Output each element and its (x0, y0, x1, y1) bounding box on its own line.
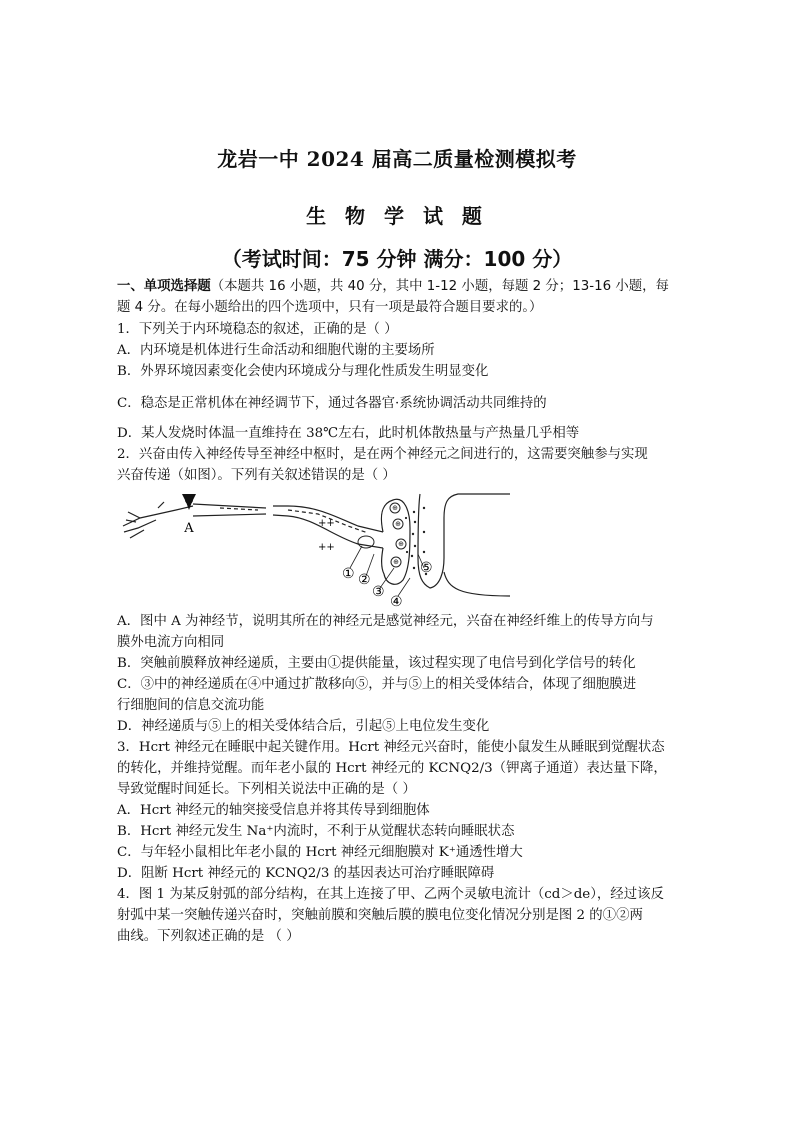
q3-stem-2: 的转化，并维持觉醒。而年老小鼠的 Hcrt 神经元的 KCNQ2/3（钾离子通道）表达量下降， (117, 761, 667, 776)
marker-5: ⑤ (420, 560, 433, 576)
plus-charge-upper: ++ (318, 518, 335, 529)
q1-option-a: A．内环境是机体进行生命活动和细胞代谢的主要场所 (117, 343, 435, 358)
q2-option-a-2: 膜外电流方向相同 (117, 635, 225, 650)
q3-option-b: B．Hcrt 神经元发生 Na⁺内流时，不利于从觉醒状态转向睡眠状态 (117, 824, 515, 839)
q1-option-d: D．某人发烧时体温一直维持在 38℃左右，此时机体散热量与产热量几乎相等 (117, 426, 580, 441)
label-a: A (184, 521, 194, 536)
section-intro-2: 题 4 分。在每小题给出的四个选项中，只有一项是最符合题目要求的。） (117, 300, 543, 315)
marker-4: ④ (390, 594, 403, 610)
svg-text:⊕: ⊕ (395, 520, 401, 528)
q3-option-a: A．Hcrt 神经元的轴突接受信息并将其传导到细胞体 (117, 803, 430, 818)
q2-option-d: D．神经递质与⑤上的相关受体结合后，引起⑤上电位发生变化 (117, 719, 490, 734)
section-intro-1: （本题共 16 小题，共 40 分，其中 1-12 小题，每题 2 分；13-16 小题，每 (210, 279, 669, 294)
q3-stem-3: 导致觉醒时间延长。下列相关说法中正确的是（ ） (117, 782, 416, 797)
marker-1: ① (342, 566, 355, 582)
q2-option-a-1: A．图中 A 为神经节，说明其所在的神经元是感觉神经元，兴奋在神经纤维上的传导方向与 (117, 614, 654, 629)
q4-stem-3: 曲线。下列叙述正确的是 （ ） (117, 929, 300, 944)
q2-stem-2: 兴奋传递（如图）。下列有关叙述错误的是（ ） (117, 468, 396, 483)
q2-stem-1: 2．兴奋由传入神经传导至神经中枢时，是在两个神经元之间进行的，这需要突触参与实现 (117, 447, 648, 462)
q3-option-c: C．与年轻小鼠相比年老小鼠的 Hcrt 神经元细胞膜对 K⁺通透性增大 (117, 845, 523, 860)
svg-text:⊕: ⊕ (398, 540, 404, 548)
marker-2: ② (358, 572, 371, 588)
exam-info: （考试时间：75 分钟 满分：100 分） (221, 247, 573, 271)
subject-title: 生 物 学 试 题 (306, 204, 488, 228)
q4-stem-2: 射弧中某一突触传递兴奋时，突触前膜和突触后膜的膜电位变化情况分别是图 2 的①②两 (117, 908, 643, 923)
synapse-figure (118, 488, 518, 610)
q2-option-c-1: C．③中的神经递质在④中通过扩散移向⑤，并与⑤上的相关受体结合，体现了细胞膜进 (117, 677, 637, 692)
section-heading-line (117, 277, 669, 297)
school-title: 龙岩一中 2024 届高二质量检测模拟考 (217, 147, 577, 171)
q1-option-b: B．外界环境因素变化会使内环境成分与理化性质发生明显变化 (117, 364, 489, 379)
q2-option-c-2: 行细胞间的信息交流功能 (117, 698, 265, 713)
q3-option-d: D．阻断 Hcrt 神经元的 KCNQ2/3 的基因表达可治疗睡眠障碍 (117, 866, 495, 881)
section-heading: 一、单项选择题 (117, 279, 211, 294)
q4-stem-1: 4．图 1 为某反射弧的部分结构，在其上连接了甲、乙两个灵敏电流计（cd＞de），经过该反 (117, 887, 664, 902)
plus-charge-lower: ++ (318, 542, 335, 553)
q3-stem-1: 3．Hcrt 神经元在睡眠中起关键作用。Hcrt 神经元兴奋时，能使小鼠发生从睡眠到觉醒状态 (117, 740, 665, 755)
marker-3: ③ (372, 584, 385, 600)
svg-text:⊕: ⊕ (393, 558, 399, 566)
q2-option-b: B．突触前膜释放神经递质，主要由①提供能量，该过程实现了电信号到化学信号的转化 (117, 656, 636, 671)
q1-option-c: C．稳态是正常机体在神经调节下，通过各器官·系统协调活动共同维持的 (117, 396, 547, 411)
q1-stem: 1．下列关于内环境稳态的叙述，正确的是（ ） (117, 322, 398, 337)
svg-text:⊕: ⊕ (392, 504, 398, 512)
